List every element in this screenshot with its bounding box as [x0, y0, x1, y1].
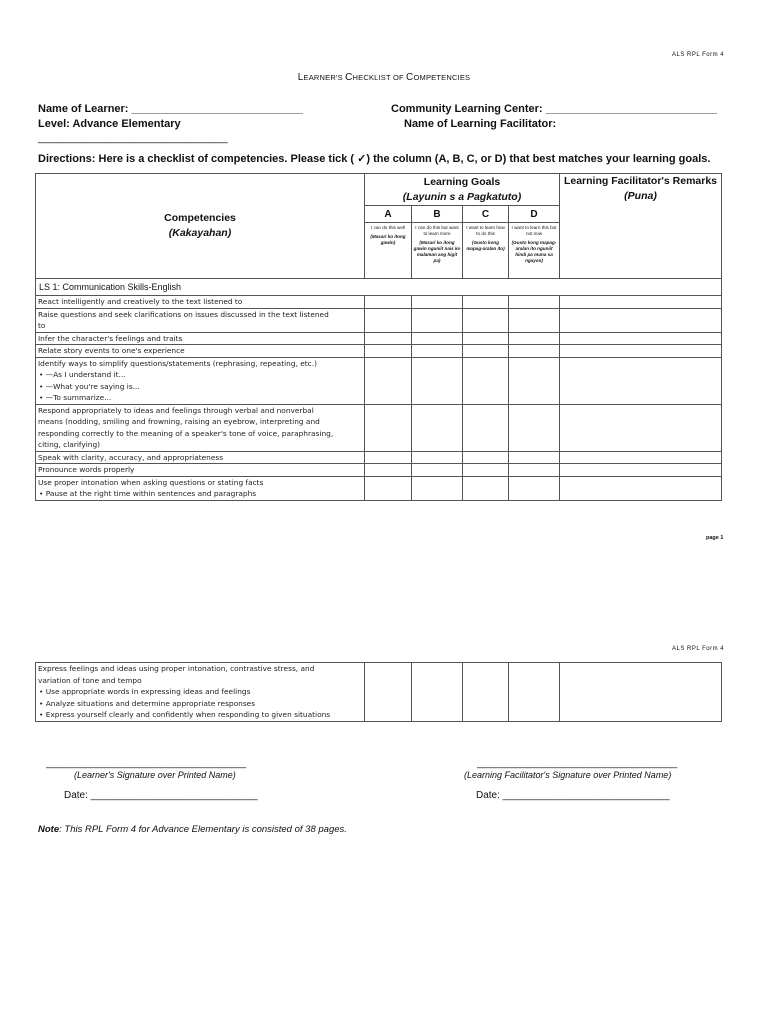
remarks-cell[interactable]	[560, 663, 722, 722]
competency-row	[36, 464, 722, 477]
competency-line: Respond appropriately to ideas and feelings through verbal and nonverbal	[38, 405, 314, 415]
remarks-header: Learning Facilitator's Remarks (Puna)	[560, 174, 722, 279]
competency-row	[36, 404, 722, 451]
tick-cell-d[interactable]	[509, 308, 560, 332]
competency-text	[36, 357, 365, 404]
tick-cell-a[interactable]	[365, 357, 412, 404]
tick-cell-d[interactable]	[509, 451, 560, 464]
tick-cell-d[interactable]	[509, 404, 560, 451]
tick-cell-d[interactable]	[509, 663, 560, 722]
learner-signature-line[interactable]: ____________________________________	[46, 758, 247, 769]
tick-cell-c[interactable]	[463, 451, 509, 464]
competency-line: means (nodding, smiling and frowning, raising an eyebrow, interpreting and	[38, 417, 320, 426]
competency-checklist-table-page-2	[35, 662, 722, 722]
learner-date-field[interactable]: Date: ______________________________	[64, 790, 258, 801]
competency-line: Infer the character's feelings and traits	[38, 333, 183, 343]
competency-text	[36, 296, 365, 309]
tick-cell-a[interactable]	[365, 476, 412, 500]
competency-line: • Analyze situations and determine appropriate responses	[39, 698, 256, 708]
form-code-page-2: ALS RPL Form 4	[672, 646, 725, 652]
competency-row	[36, 332, 722, 345]
remarks-cell[interactable]	[560, 332, 722, 345]
name-of-learner-field[interactable]: Name of Learner: ____________________________	[38, 103, 303, 115]
column-c-header: C	[463, 206, 509, 223]
tick-cell-c[interactable]	[463, 345, 509, 358]
column-a-description: I can do this well (Masari ko itong gawin)	[365, 223, 412, 279]
tick-cell-a[interactable]	[365, 308, 412, 332]
tick-cell-a[interactable]	[365, 663, 412, 722]
remarks-cell[interactable]	[560, 357, 722, 404]
competency-line: Pronounce words properly	[38, 465, 135, 474]
column-d-header: D	[509, 206, 560, 223]
tick-cell-b[interactable]	[412, 357, 463, 404]
competency-line: variation of tone and tempo	[38, 675, 142, 685]
competency-line: • —To summarize...	[39, 393, 112, 402]
tick-cell-d[interactable]	[509, 332, 560, 345]
tick-cell-a[interactable]	[365, 332, 412, 345]
competency-line: Express feelings and ideas using proper intonation, contrastive stress, and	[38, 664, 315, 673]
facilitator-date-field[interactable]: Date: ______________________________	[476, 790, 670, 801]
learning-facilitator-field[interactable]: Name of Learning Facilitator:	[404, 118, 557, 130]
page-title: LEARNER'S CHECKLIST OF COMPETENCIES	[297, 72, 471, 83]
competency-row	[36, 357, 722, 404]
tick-cell-b[interactable]	[412, 308, 463, 332]
competency-text	[36, 464, 365, 477]
tick-cell-d[interactable]	[509, 357, 560, 404]
competency-text	[36, 345, 365, 358]
competency-row	[36, 663, 722, 722]
page-number: page 1	[706, 535, 724, 541]
column-a-header: A	[365, 206, 412, 223]
tick-cell-c[interactable]	[463, 296, 509, 309]
tick-cell-b[interactable]	[412, 296, 463, 309]
competency-text	[36, 308, 365, 332]
tick-cell-c[interactable]	[463, 464, 509, 477]
column-d-description: I want to learn this but not now (Gusto kong mapag-aralan ito nguniit hindi pa muna sa ngayon)	[509, 223, 560, 279]
tick-cell-b[interactable]	[412, 332, 463, 345]
tick-cell-d[interactable]	[509, 345, 560, 358]
competency-line: • Pause at the right time within sentences and paragraphs	[39, 489, 257, 498]
remarks-cell[interactable]	[560, 451, 722, 464]
tick-cell-c[interactable]	[463, 357, 509, 404]
tick-cell-d[interactable]	[509, 296, 560, 309]
competency-row	[36, 345, 722, 358]
competency-text	[36, 404, 365, 451]
facilitator-signature-label: (Learning Facilitator's Signature over Printed Name)	[464, 770, 672, 780]
competency-row	[36, 308, 722, 332]
tick-cell-b[interactable]	[412, 404, 463, 451]
remarks-cell[interactable]	[560, 476, 722, 500]
remarks-cell[interactable]	[560, 296, 722, 309]
competency-line: Relate story events to one's experience	[38, 346, 185, 355]
tick-cell-b[interactable]	[412, 345, 463, 358]
competency-text	[36, 332, 365, 345]
note: Note: This RPL Form 4 for Advance Elementary is consisted of 38 pages.	[38, 824, 347, 835]
tick-cell-c[interactable]	[463, 476, 509, 500]
level-label: Level: Advance Elementary	[38, 118, 181, 130]
community-learning-center-field[interactable]: Community Learning Center: ____________________________	[391, 103, 717, 115]
directions-text: Directions: Here is a checklist of competencies. Please tick ( ✓) the column (A, B, C, or D) that best matches your learning goals.	[38, 153, 711, 165]
competencies-header: Competencies (Kakayahan)	[36, 174, 365, 279]
competency-line: • Express yourself clearly and confidently when responding to given situations	[39, 710, 331, 719]
tick-cell-c[interactable]	[463, 404, 509, 451]
tick-cell-a[interactable]	[365, 464, 412, 477]
competency-line: citing, clarifying)	[38, 440, 101, 449]
tick-cell-d[interactable]	[509, 464, 560, 477]
remarks-cell[interactable]	[560, 464, 722, 477]
tick-cell-a[interactable]	[365, 296, 412, 309]
tick-cell-b[interactable]	[412, 663, 463, 722]
section-title: LS 1: Communication Skills-English	[36, 279, 722, 296]
column-c-description: I want to learn how to do this (Gusto kong mapag-aralan ito)	[463, 223, 509, 279]
learning-goals-header: Learning Goals (Layunin s a Pagkatuto)	[365, 174, 560, 206]
tick-cell-c[interactable]	[463, 663, 509, 722]
competency-line: to	[38, 321, 46, 330]
tick-cell-a[interactable]	[365, 345, 412, 358]
competency-line: responding correctly to the meaning of a speaker's tone of voice, paraphrasing,	[38, 428, 334, 438]
column-b-header: B	[412, 206, 463, 223]
form-code: ALS RPL Form 4	[672, 52, 725, 58]
competency-text	[36, 476, 365, 500]
level-blank-line[interactable]: _______________________________	[38, 132, 228, 144]
tick-cell-a[interactable]	[365, 404, 412, 451]
competency-line: Use proper intonation when asking questions or stating facts	[38, 477, 264, 487]
learner-signature-label: (Learner's Signature over Printed Name)	[74, 770, 236, 780]
remarks-cell[interactable]	[560, 308, 722, 332]
tick-cell-d[interactable]	[509, 476, 560, 500]
remarks-cell[interactable]	[560, 345, 722, 358]
competency-line: • —As I understand it...	[39, 370, 126, 379]
competency-line: React intelligently and creatively to the text listened to	[38, 297, 243, 306]
competency-text	[36, 663, 365, 722]
competency-line: • Use appropriate words in expressing ideas and feelings	[39, 687, 251, 696]
competency-line: • —What you're saying is...	[39, 381, 140, 391]
competency-checklist-table	[35, 173, 722, 501]
competency-row	[36, 296, 722, 309]
competency-text	[36, 451, 365, 464]
tick-cell-c[interactable]	[463, 308, 509, 332]
column-b-description: I can do this but want to learn more (Masari ko itong gawin nguniit nais ko malaman ang higit pa)	[412, 223, 463, 279]
tick-cell-c[interactable]	[463, 332, 509, 345]
tick-cell-a[interactable]	[365, 451, 412, 464]
remarks-cell[interactable]	[560, 404, 722, 451]
tick-cell-b[interactable]	[412, 464, 463, 477]
competency-line: Identify ways to simplify questions/statements (rephrasing, repeating, etc.)	[38, 358, 317, 368]
tick-cell-b[interactable]	[412, 451, 463, 464]
competency-row	[36, 476, 722, 500]
tick-cell-b[interactable]	[412, 476, 463, 500]
competency-line: Speak with clarity, accuracy, and appropriateness	[38, 452, 224, 462]
facilitator-signature-line[interactable]: ____________________________________	[477, 758, 678, 769]
competency-row	[36, 451, 722, 464]
competency-line: Raise questions and seek clarifications on issues discussed in the text listened	[38, 309, 329, 319]
